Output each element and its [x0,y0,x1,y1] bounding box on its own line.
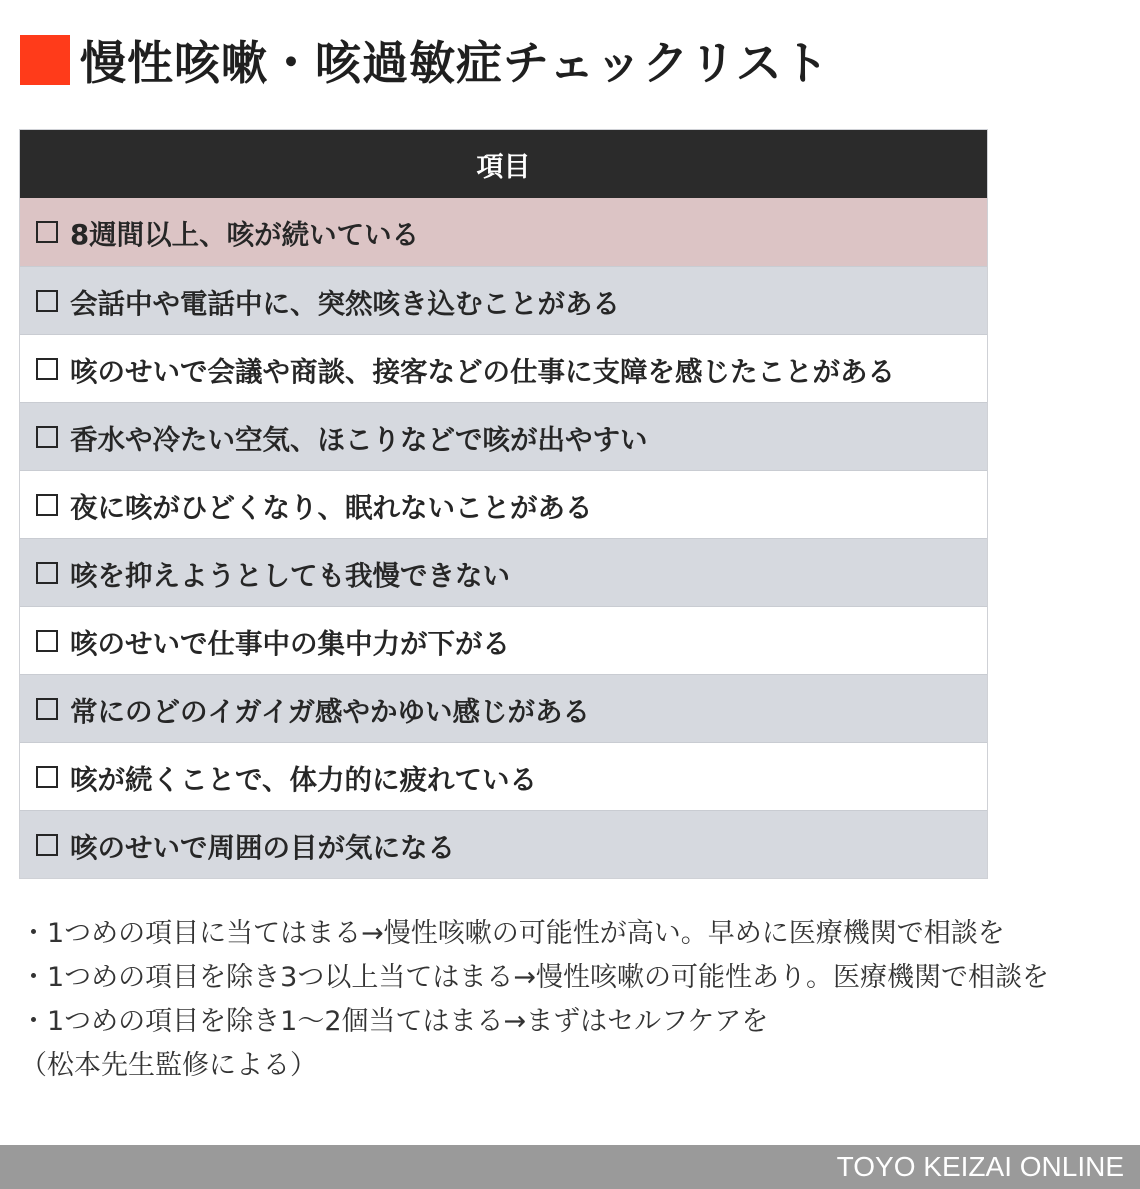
checklist-item [20,402,987,470]
checklist-item [20,674,987,742]
notes [20,912,1125,1088]
checklist-item-label: 会話中や電話中に、突然咳き込むことがある [70,287,620,320]
title-row [20,28,830,92]
checkbox-icon [36,630,58,652]
checkbox-icon [36,426,58,448]
checklist-item-label: 夜に咳がひどくなり、眠れないことがある [70,491,593,524]
checklist-item [20,606,987,674]
checklist-item [20,538,987,606]
checkbox-icon [36,290,58,312]
checklist-item-label: 咳を抑えようとしても我慢できない [70,559,510,592]
note-credit: （松本先生監修による） [20,1050,317,1081]
title-accent-square [20,35,70,85]
checklist-item [20,470,987,538]
note-line: ・1つめの項目を除き3つ以上当てはまる→慢性咳嗽の可能性あり。医療機関で相談を [20,962,1049,993]
checklist-item [20,266,987,334]
checkbox-icon [36,698,58,720]
page-title: 慢性咳嗽・咳過敏症チェックリスト [80,36,830,90]
note-line: ・1つめの項目を除き1〜2個当てはまる→まずはセルフケアを [20,1006,769,1037]
checkbox-icon [36,562,58,584]
checklist-item [20,334,987,402]
checkbox-icon [36,221,58,243]
footer-bar [0,1145,1140,1189]
checklist-item-label: 8週間以上、咳が続いている [70,219,420,251]
note-line: ・1つめの項目に当てはまる→慢性咳嗽の可能性が高い。早めに医療機関で相談を [20,918,1005,949]
checklist-item-label: 咳のせいで仕事中の集中力が下がる [70,627,510,660]
checklist-header: 項目 [20,130,987,198]
checklist-item-label: 常にのどのイガイガ感やかゆい感じがある [70,695,591,728]
checklist-table [19,129,988,879]
checklist-item [20,198,987,266]
checkbox-icon [36,494,58,516]
footer-brand: TOYO KEIZAI ONLINE [836,1151,1124,1182]
checklist-item-label: 香水や冷たい空気、ほこりなどで咳が出やすい [70,423,648,456]
checkbox-icon [36,834,58,856]
checkbox-icon [36,766,58,788]
checklist-item [20,810,987,878]
checklist-item-label: 咳のせいで周囲の目が気になる [70,831,455,864]
checklist-item-label: 咳のせいで会議や商談、接客などの仕事に支障を感じたことがある [70,355,895,388]
checkbox-icon [36,358,58,380]
checklist-item-label: 咳が続くことで、体力的に疲れている [70,763,537,796]
checklist-item [20,742,987,810]
